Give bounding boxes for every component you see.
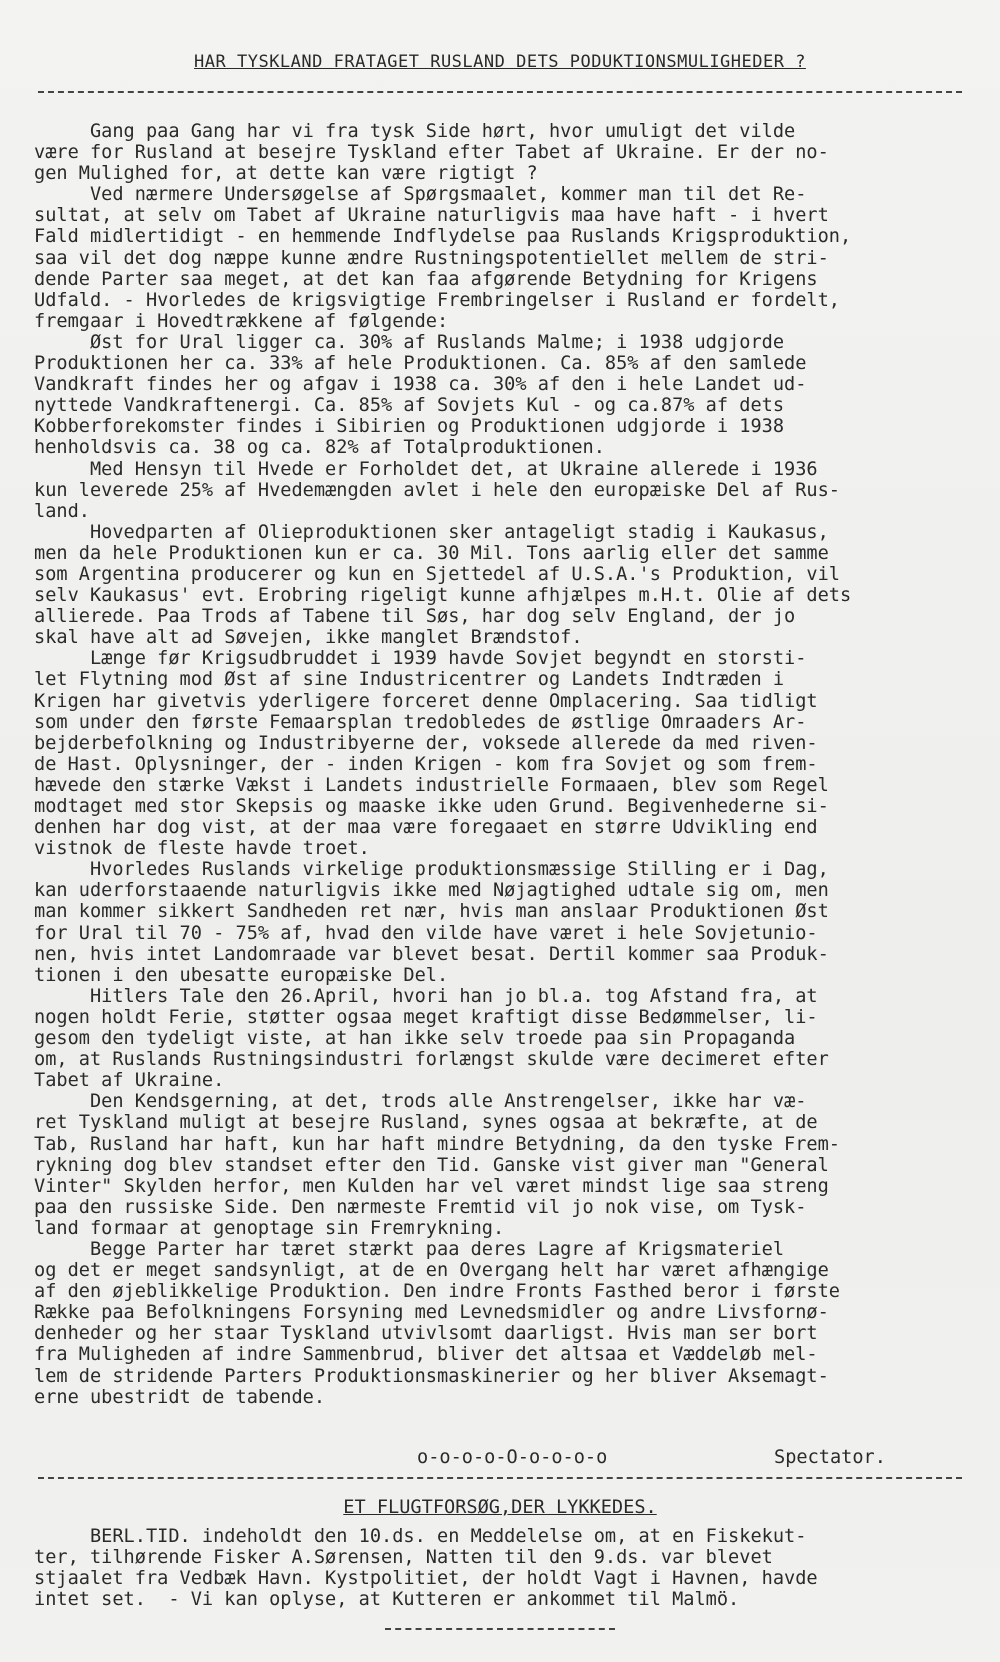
text-line: hævede den stærke Vækst i Landets industrielle Formaaen, blev som Regel <box>34 774 829 796</box>
text-line: kan uderforstaaende naturligvis ikke med Nøjagtighed udtale sig om, men <box>34 880 829 902</box>
text-line: Længe før Krigsudbruddet i 1939 havde Sovjet begyndt en storsti- <box>34 648 807 670</box>
text-line: nogen holdt Ferie, støtter ogsaa meget kraftigt disse Bedømmelser, li- <box>34 1006 818 1028</box>
text-line: Hvorledes Ruslands virkelige produktionsmæssige Stilling er i Dag, <box>34 859 829 881</box>
text-line: kun leverede 25% af Hvedemængden avlet i hele den europæiske Del af Rus- <box>34 479 840 501</box>
text-line: som under den første Femaarsplan tredobledes de østlige Omraaders Ar- <box>34 711 807 733</box>
text-line: Tab, Rusland har haft, kun har haft mindre Betydning, da den tyske Frem- <box>34 1133 840 1155</box>
text-line: Gang paa Gang har vi fra tysk Side hørt, hvor umuligt det vilde <box>34 121 796 142</box>
text-line: dende Parter saa meget, at det kan faa afgørende Betydning for Krigens <box>34 268 818 290</box>
text-line: de Hast. Oplysninger, der - inden Krigen - kom fra Sovjet og som frem- <box>34 753 818 775</box>
text-line: for Ural til 70 - 75% af, hvad den vilde have været i hele Sovjetunio- <box>34 922 818 944</box>
text-line: om, at Ruslands Rustningsindustri forlængst skulde være decimeret efter <box>34 1049 829 1071</box>
text-line: nen, hvis intet Landomraade var blevet besat. Dertil kommer saa Produk- <box>34 943 829 965</box>
section-divider-rule <box>38 1477 962 1479</box>
text-line: henholdsvis ca. 38 og ca. 82% af Totalproduktionen. <box>34 437 605 459</box>
author-signature: Spectator. <box>774 1447 886 1468</box>
text-line: fremgaar i Hovedtrækkene af følgende: <box>34 310 449 332</box>
text-line: Vandkraft findes her og afgav i 1938 ca. 30% af den i hele Landet ud- <box>34 374 807 396</box>
text-line: Række paa Befolkningens Forsyning med Levnedsmidler og andre Livsfornø- <box>34 1302 829 1324</box>
text-line: denhen har dog vist, at der maa være foregaaet en større Udvikling end <box>34 817 818 839</box>
text-line: lem de stridende Parters Produktionsmaskinerier og her bliver Aksemagt- <box>34 1365 829 1387</box>
text-line: og det er meget sandsynligt, at de en Overgang helt har været afhængige <box>34 1260 829 1282</box>
text-line: Begge Parter har tæret stærkt paa deres Lagre af Krigsmateriel <box>34 1238 785 1260</box>
text-line: være for Rusland at besejre Tyskland efter Tabet af Ukraine. Er der no- <box>34 142 829 164</box>
text-line: Hitlers Tale den 26.April, hvori han jo bl.a. tog Afstand fra, at <box>34 985 818 1007</box>
text-line: gen Mulighed for, at dette kan være rigtigt ? <box>34 163 538 185</box>
text-line: land formaar at genoptage sin Fremrykning. <box>34 1217 505 1239</box>
article-title: HAR TYSKLAND FRATAGET RUSLAND DETS PODUKTIONSMULIGHEDER ? <box>194 52 806 72</box>
text-line: intet set. - Vi kan oplyse, at Kutteren er ankommet til Malmö. <box>34 1589 740 1611</box>
title-underline-rule <box>38 91 962 93</box>
text-line: Kobberforekomster findes i Sibirien og Produktionen udgjorde i 1938 <box>34 416 785 438</box>
text-line: ret Tyskland muligt at besejre Rusland, synes ogsaa at bekræfte, at de <box>34 1112 818 1134</box>
text-line: bejderbefolkning og Industribyerne der, voksede allerede da med riven- <box>34 732 818 754</box>
text-line: stjaalet fra Vedbæk Havn. Kystpolitiet, der holdt Vagt i Havnen, havde <box>34 1568 818 1590</box>
text-line: Tabet af Ukraine. <box>34 1070 225 1092</box>
text-line: land. <box>34 500 90 522</box>
text-line: Udfald. - Hvorledes de krigsvigtige Frembringelser i Rusland er fordelt, <box>34 289 840 311</box>
text-line: sultat, at selv om Tabet af Ukraine naturligvis maa have haft - i hvert <box>34 205 829 227</box>
text-line: paa den russiske Side. Den nærmeste Fremtid vil jo nok vise, om Tysk- <box>34 1196 807 1218</box>
text-line: rykning dog blev standset efter den Tid. Ganske vist giver man "General <box>34 1154 829 1176</box>
text-line: skal have alt ad Søvejen, ikke manglet Brændstof. <box>34 627 583 649</box>
text-line: allierede. Paa Trods af Tabene til Søs, har dog selv England, der jo <box>34 606 796 628</box>
text-line: Krigen har givetvis yderligere forceret denne Omplacering. Saa tidligt <box>34 690 818 712</box>
text-line: BERL.TID. indeholdt den 10.ds. en Meddelelse om, at en Fiskekut- <box>34 1526 807 1547</box>
second-article-body <box>34 1526 964 1610</box>
text-line: som Argentina producerer og kun en Sjettedel af U.S.A.'s Produktion, vil <box>34 563 840 585</box>
article-body <box>34 121 964 1408</box>
text-line: nyttede Vandkraftenergi. Ca. 85% af Sovjets Kul - og ca.87% af dets <box>34 395 785 417</box>
text-line: Vinter" Skylden herfor, men Kulden har vel været mindst lige saa streng <box>34 1175 829 1197</box>
text-line: ter, tilhørende Fisker A.Sørensen, Natten til den 9.ds. var blevet <box>34 1547 773 1569</box>
text-line: Øst for Ural ligger ca. 30% af Ruslands Malme; i 1938 udgjorde <box>34 331 785 353</box>
text-line: tionen i den ubesatte europæiske Del. <box>34 964 449 986</box>
second-article-title: ET FLUGTFORSØG,DER LYKKEDES. <box>343 1497 657 1518</box>
text-line: Produktionen her ca. 33% af hele Produktionen. Ca. 85% af den samlede <box>34 353 807 375</box>
text-line: modtaget med stor Skepsis og maaske ikke uden Grund. Begivenhederne si- <box>34 796 829 817</box>
text-line: let Flytning mod Øst af sine Industricentrer og Landets Indtræden i <box>34 669 785 691</box>
text-line: Fald midlertidigt - en hemmende Indflydelse paa Ruslands Krigsproduktion, <box>34 226 852 248</box>
text-line: Med Hensyn til Hvede er Forholdet det, at Ukraine allerede i 1936 <box>34 458 818 480</box>
section-separator: o-o-o-o-O-o-o-o-o <box>417 1447 608 1468</box>
text-line: erne ubestridt de tabende. <box>34 1386 326 1408</box>
text-line: men da hele Produktionen kun er ca. 30 Mil. Tons aarlig eller det samme <box>34 542 829 564</box>
text-line: selv Kaukasus' evt. Erobring rigeligt kunne afhjælpes m.H.t. Olie af dets <box>34 585 852 607</box>
text-line: fra Muligheden af indre Sammenbrud, bliver det altsaa et Væddeløb mel- <box>34 1344 818 1366</box>
closing-rule <box>385 1628 615 1630</box>
text-line: Hovedparten af Olieproduktionen sker antageligt stadig i Kaukasus, <box>34 521 829 543</box>
text-line: denheder og her staar Tyskland utvivlsomt daarligst. Hvis man ser bort <box>34 1323 818 1345</box>
text-line: af den øjeblikkelige Produktion. Den indre Fronts Fasthed beror i første <box>34 1281 840 1303</box>
text-line: gesom den tydeligt viste, at han ikke selv troede paa sin Propaganda <box>34 1028 796 1050</box>
text-line: Den Kendsgerning, at det, trods alle Anstrengelser, ikke har væ- <box>34 1091 807 1113</box>
text-line: Ved nærmere Undersøgelse af Spørgsmaalet, kommer man til det Re- <box>34 184 807 206</box>
text-line: vistnok de fleste havde troet. <box>34 838 370 860</box>
text-line: man kommer sikkert Sandheden ret nær, hvis man anslaar Produktionen Øst <box>34 901 829 923</box>
signoff-row <box>0 1447 1000 1469</box>
text-line: saa vil det dog næppe kunne ændre Rustningspotentiellet mellem de stri- <box>34 247 829 269</box>
